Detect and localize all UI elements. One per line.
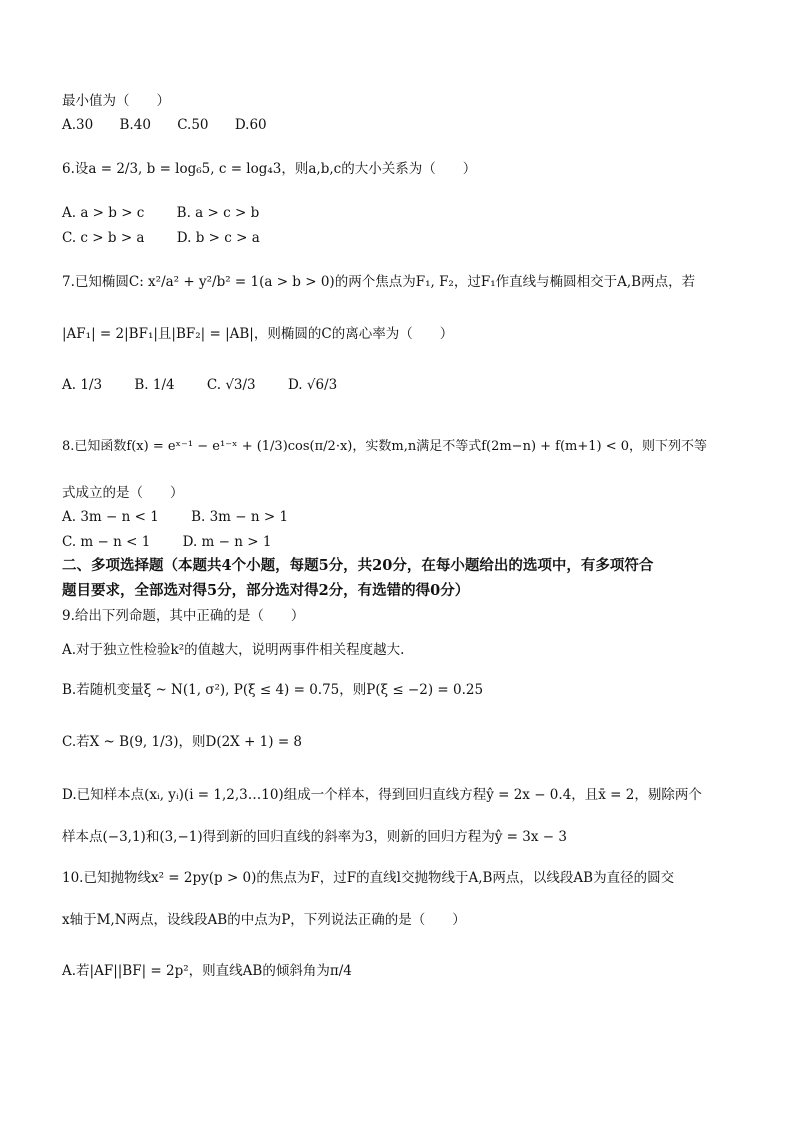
question-7-cont: |AF₁| = 2|BF₁|且|BF₂| = |AB|，则椭圆的C的离心率为（ ） — [62, 326, 454, 342]
q6-options-cd — [62, 229, 260, 247]
q9-option-b: B.若随机变量ξ ~ N(1, σ²), P(ξ ≤ 4) = 0.75，则P(ξ ≤ −2) = 0.25 — [62, 682, 484, 698]
option-b: B. 1/4 — [134, 377, 175, 393]
section-2-heading: 二、多项选择题（本题共4个小题，每题5分，共20分，在每小题给出的选项中，有多项符合 — [62, 557, 654, 574]
q9-option-a: A.对于独立性检验k²的值越大，说明两事件相关程度越大. — [62, 642, 405, 658]
question-6: 6.设a = 2/3, b = log₆5, c = log₄3，则a,b,c的大小关系为（ ） — [62, 161, 477, 177]
question-8: 8.已知函数f(x) = eˣ⁻¹ − e¹⁻ˣ + (1/3)cos(π/2·x)，实数m,n满足不等式f(2m−n) + f(m+1) < 0，则下列不等 — [62, 439, 708, 454]
question-10: 10.已知抛物线x² = 2py(p > 0)的焦点为F，过F的直线l交抛物线于A,B两点，以线段AB为直径的圆交 — [62, 870, 675, 886]
q6-options-ab — [62, 204, 259, 222]
option-a: A. a > b > c — [62, 205, 145, 221]
option-a: A. 3m − n < 1 — [62, 509, 159, 525]
q8-options-cd — [62, 533, 271, 551]
option-a: A.30 — [62, 117, 94, 133]
q5-tail: 最小值为（ ） — [62, 93, 170, 109]
question-9: 9.给出下列命题，其中正确的是（ ） — [62, 608, 305, 624]
q9-option-d-cont: 样本点(−3,1)和(3,−1)得到新的回归直线的斜率为3，则新的回归方程为ŷ = 3x − 3 — [62, 829, 567, 845]
option-d: D. m − n > 1 — [182, 534, 272, 550]
option-b: B.40 — [119, 117, 151, 133]
question-7: 7.已知椭圆C: x²/a² + y²/b² = 1(a > b > 0)的两个焦点为F₁, F₂，过F₁作直线与椭圆相交于A,B两点，若 — [62, 274, 696, 290]
option-c: C. m − n < 1 — [62, 534, 151, 550]
option-d: D. √6/3 — [287, 377, 338, 393]
question-10-cont: x轴于M,N两点，设线段AB的中点为P，下列说法正确的是（ ） — [62, 912, 466, 928]
q9-option-c: C.若X ~ B(9, 1/3)，则D(2X + 1) = 8 — [62, 734, 303, 750]
option-b: B. 3m − n > 1 — [191, 509, 289, 525]
option-c: C.50 — [177, 117, 209, 133]
q9-option-d: D.已知样本点(xᵢ, yᵢ)(i = 1,2,3…10)组成一个样本，得到回归直线方程ŷ = 2x − 0.4，且x̄ = 2，剔除两个 — [62, 787, 702, 803]
option-c: C. √3/3 — [206, 377, 256, 393]
option-a: A. 1/3 — [62, 377, 103, 393]
option-d: D. b > c > a — [176, 230, 260, 246]
section-2-heading-cont: 题目要求，全部选对得5分，部分选对得2分，有选错的得0分） — [62, 582, 470, 599]
question-8-cont: 式成立的是（ ） — [62, 485, 184, 501]
option-c: C. c > b > a — [62, 230, 145, 246]
q5-options — [62, 116, 267, 134]
option-b: B. a > c > b — [176, 205, 260, 221]
q8-options-ab — [62, 508, 288, 526]
q7-options — [62, 376, 337, 394]
q10-option-a: A.若|AF||BF| = 2p²，则直线AB的倾斜角为π/4 — [62, 963, 352, 979]
option-d: D.60 — [234, 117, 267, 133]
